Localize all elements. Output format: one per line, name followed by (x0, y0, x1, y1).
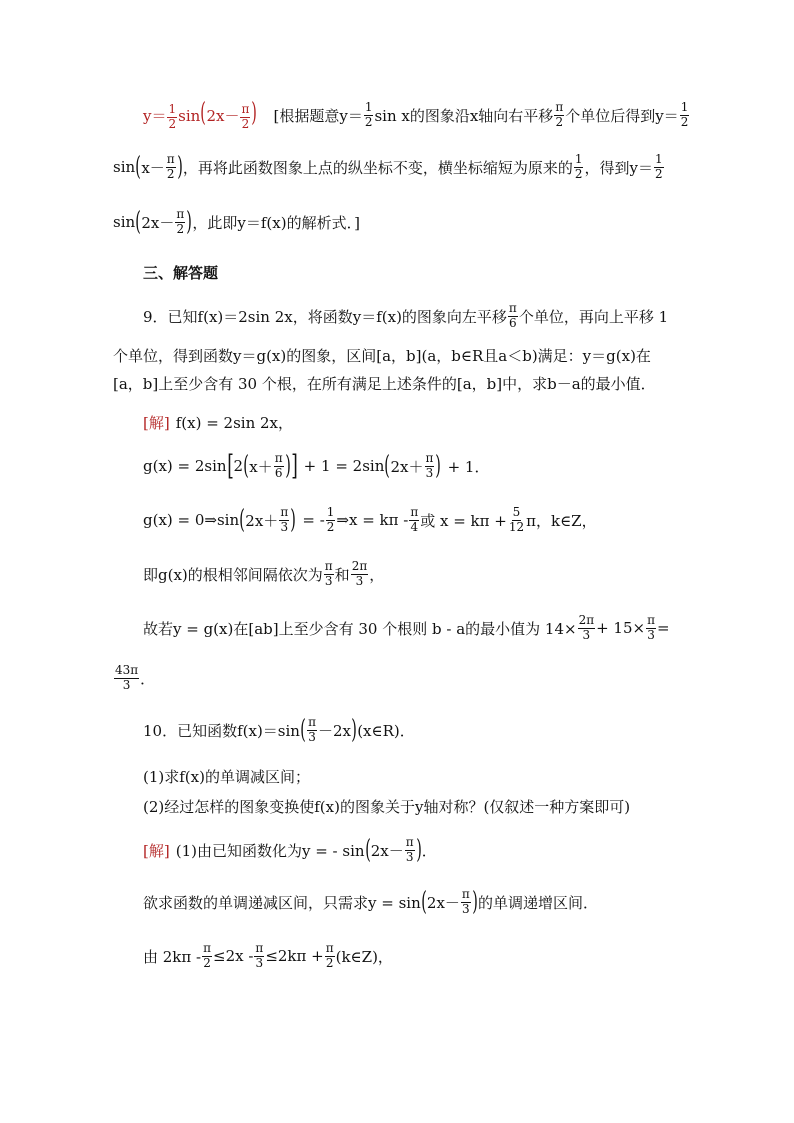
question-10-part-2: (2)经过怎样的图象变换使f(x)的图象关于y轴对称？(仅叙述一种方案即可) (143, 798, 631, 816)
solution-9-intervals: 即g(x)的根相邻间隔依次为 $\frac{\pi}{3}$ 和 $\frac{2\pi}{3}$ ， (143, 559, 385, 588)
section-heading: 三、解答题 (143, 264, 219, 282)
question-10-line-1: 10．已知函数f(x)＝sin ( $\frac{\pi}{3}$ －2x ) (x∈R)． (143, 715, 415, 746)
explanation-line-2: sin ( x－ $\frac{\pi}{2}$ ) ，再将此函数图象上点的纵坐标不变，横坐标缩短为原来的 $\frac{1}{2}$ ，得到y＝ $\frac{1}{2}$ (113, 152, 663, 183)
solution-9-line-1: [解] f(x) = 2sin 2x， (143, 414, 294, 432)
solution-10-line-2: 欲求函数的单调递减区间，只需求y = sin ( 2x－ $\frac{\pi}{3}$ ) 的单调递增区间． (143, 887, 598, 918)
question-10-part-1: (1)求f(x)的单调减区间； (143, 768, 310, 786)
solution-10-line-1: [解] (1)由已知函数化为y = - sin ( 2x－ $\frac{\pi}{3}$ ) ． (143, 835, 437, 866)
question-9-line-2: 个单位，得到函数y＝g(x)的图象，区间[a，b](a，b∈R且a＜b)满足：y＝g(x)在 (113, 347, 651, 365)
solution-9-result: $\frac{43\pi}{3}$ ． (115, 663, 156, 692)
explanation-line-3: sin ( 2x－ $\frac{\pi}{2}$ ) ，此即y＝f(x)的解析式．] (113, 207, 360, 238)
solution-10-line-3: 由 2kπ - $\frac{\pi}{2}$ ≤2x - $\frac{\pi}{3}$ ≤2kπ + $\frac{\pi}{2}$ (k∈Z)， (143, 941, 393, 970)
solution-tag: [解] (143, 414, 170, 432)
answer-expression: y＝ $\frac{1}{2}$ sin(2x－ $\frac{\pi}{2}$ ) (143, 98, 258, 131)
solution-9-conclusion: 故若y = g(x)在[ab]上至少含有 30 个根则 b - a的最小值为 14× $\frac{2\pi}{3}$ + 15× $\frac{\pi}{3}$ = (143, 613, 670, 642)
solution-tag: [解] (143, 841, 170, 860)
answer-line-1: y＝ $\frac{1}{2}$ sin(2x－ $\frac{\pi}{2}$ ) [根据题意y＝ $\frac{1}{2}$ sin x的图象沿x轴向右平移 $\frac{\pi}{2}$ 个单位后得到y＝ $\frac{1}{2}$ (143, 98, 689, 131)
solution-9-zeros: g(x) = 0⇒sin ( 2x＋ $\frac{\pi}{3}$ ) = - $\frac{1}{2}$ ⇒x = kπ - $\frac{\pi}{4}$ 或 x = kπ + $\frac{5}{12}$ π，k∈Z， (143, 505, 597, 536)
question-9-line-1: 9．已知f(x)＝2sin 2x，将函数y＝f(x)的图象向左平移 $\frac{\pi}{6}$ 个单位，再向上平移 1 (143, 301, 669, 330)
solution-9-g-definition: g(x) = 2sin [ 2 ( x＋ $\frac{\pi}{6}$ ) ] + 1 = 2sin ( 2x＋ $\frac{\pi}{3}$ ) + 1． (143, 449, 490, 483)
question-9-line-3: [a，b]上至少含有 30 个根，在所有满足上述条件的[a，b]中，求b－a的最小值． (113, 375, 656, 393)
